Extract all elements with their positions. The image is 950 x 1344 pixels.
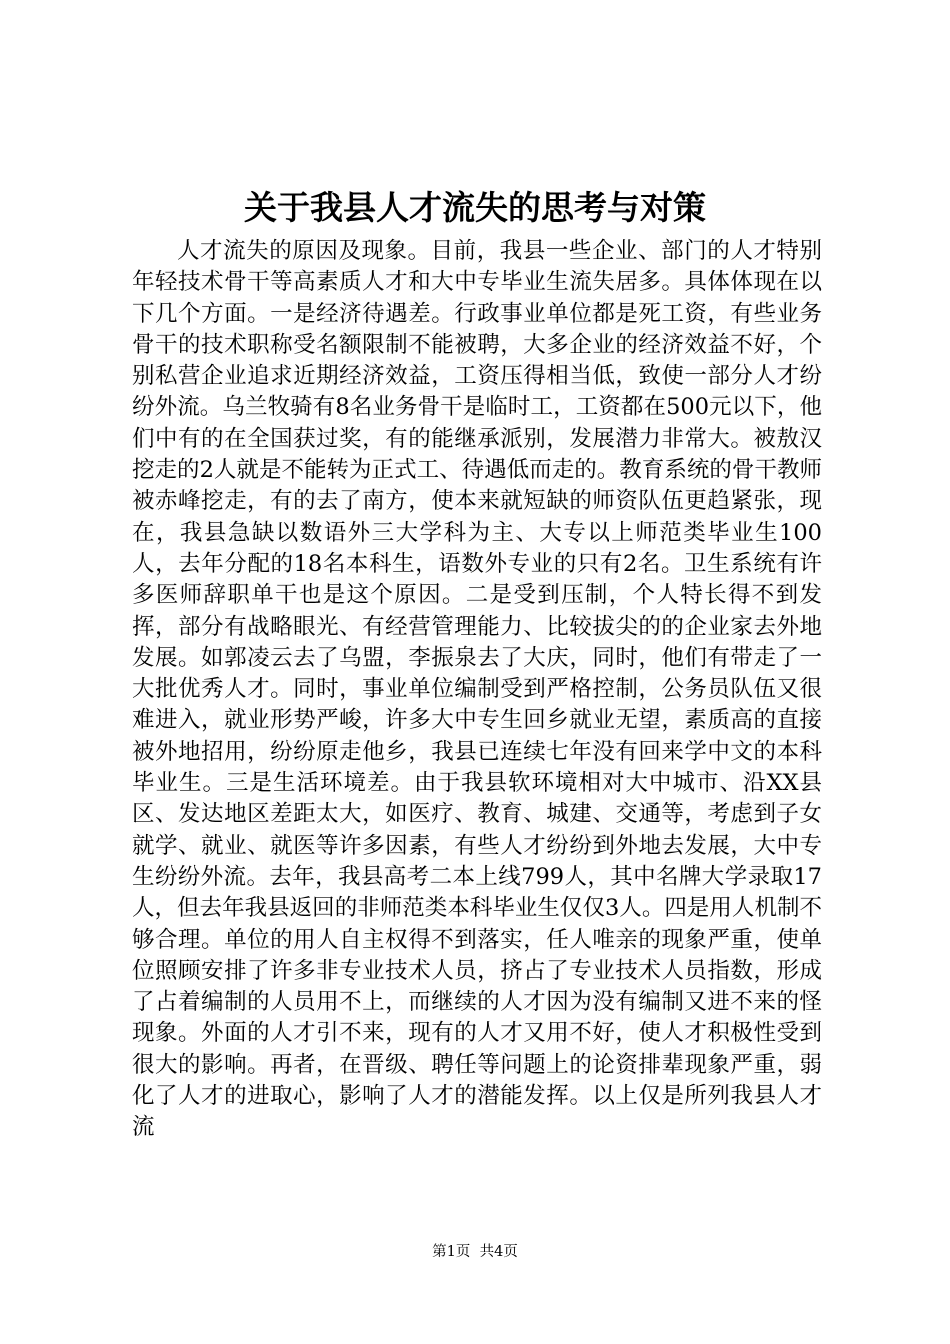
document-title: 关于我县人才流失的思考与对策 bbox=[244, 188, 706, 227]
footer-spacer bbox=[470, 1244, 479, 1260]
page-footer bbox=[0, 1240, 950, 1264]
page-number-total: 共4页 bbox=[479, 1244, 518, 1260]
page-number-current: 第1页 bbox=[432, 1244, 471, 1260]
document-body-paragraph: 人才流失的原因及现象。目前，我县一些企业、部门的人才特别年轻技术骨干等高素质人才和大中专毕业生流失居多。具体体现在以下几个方面。一是经济待遇差。行政事业单位都是死工资，有些业务骨干的技术职称受名额限制不能被聘，大多企业的经济效益不好，个别私营企业追求近期经济效益，工资压得相当低，致使一部分人才纷纷外流。乌兰牧骑有8名业务骨干是临时工，工资都在500元以下，他们中有的在全国获过奖，有的能继承派别，发展潜力非常大。被敖汉挖走的2人就是不能转为正式工、待遇低而走的。教育系统的骨干教师被赤峰挖走，有的去了南方，使本来就短缺的师资队伍更趋紧张，现在，我县急缺以数语外三大学科为主、大专以上师范类毕业生100人，去年分配的18名本科生，语数外专业的只有2名。卫生系统有许多医师辞职单干也是这个原因。二是受到压制，个人特长得不到发挥，部分有战略眼光、有经营管理能力、比较拔尖的的企业家去外地发展。如郭凌云去了乌盟，李振泉去了大庆，同时，他们有带走了一大批优秀人才。同时，事业单位编制受到严格控制，公务员队伍又很难进入，就业形势严峻，许多大中专生回乡就业无望，素质高的直接被外地招用，纷纷原走他乡，我县已连续七年没有回来学中文的本科毕业生。三是生活环境差。由于我县软环境相对大中城市、沿XX县区、发达地区差距太大，如医疗、教育、城建、交通等，考虑到子女就学、就业、就医等许多因素，有些人才纷纷到外地去发展，大中专生纷纷外流。去年，我县高考二本上线799人，其中名牌大学录取17人，但去年我县返回的非师范类本科毕业生仅仅3人。四是用人机制不够合理。单位的用人自主权得不到落实，任人唯亲的现象严重，使单位照顾安排了许多非专业技术人员，挤占了专业技术人员指数，形成了占着编制的人员用不上，而继续的人才因为没有编制又进不来的怪现象。外面的人才引不来，现有的人才又用不好，使人才积极性受到很大的影响。再者，在晋级、聘任等问题上的论资排辈现象严重，弱化了人才的进取心，影响了人才的潜能发挥。以上仅是所列我县人才流 bbox=[132, 238, 822, 1141]
